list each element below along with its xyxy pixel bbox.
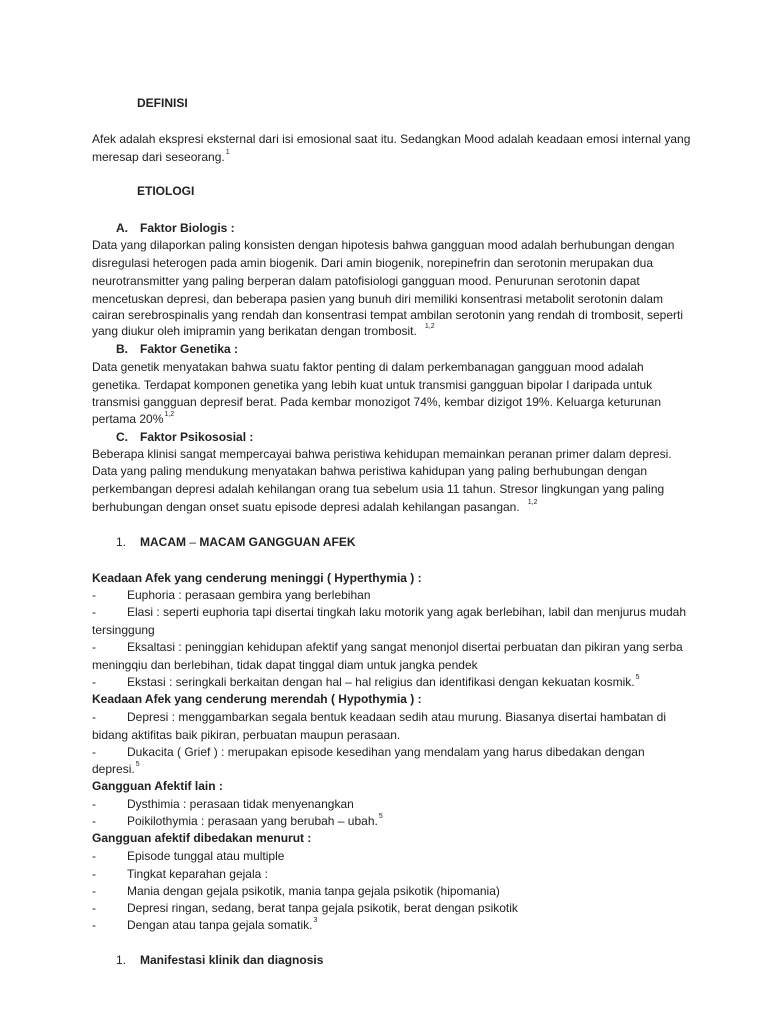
psikososial-title: Faktor Psikososial : bbox=[140, 430, 254, 444]
bullet-dash: - bbox=[92, 814, 96, 828]
ref-marker: 5 bbox=[378, 813, 383, 820]
definisi-line-2: meresap dari seseorang.$^1$ bbox=[92, 149, 230, 164]
hyperthymia-title: Keadaan Afek yang cenderung meninggi ( Hyperthymia ) : bbox=[92, 571, 422, 585]
afektif-lain-item: Poikilothymia : perasaan yang berubah – ubah.$^5$ bbox=[127, 813, 383, 828]
bullet-dash: - bbox=[92, 745, 96, 759]
hyperthymia-item-cont: meningqiu dan berlebihan, tidak dapat tinggal diam untuk jangka pendek bbox=[92, 658, 478, 672]
hypothymia-item: Dukacita ( Grief ) : merupakan episode kesedihan yang mendalam yang harus dibedakan dengan bbox=[127, 745, 645, 759]
genetika-line: pertama 20%$^{1,2}$ bbox=[92, 411, 175, 426]
genetika-label: B. bbox=[116, 342, 128, 356]
bullet-dash: - bbox=[92, 588, 96, 602]
psikososial-line: Beberapa klinisi sangat mempercayai bahwa peristiwa kehidupan memainkan peranan primer dalam depresi. bbox=[92, 447, 672, 461]
biologis-title: Faktor Biologis : bbox=[140, 221, 235, 235]
psikososial-label: C. bbox=[116, 430, 128, 444]
genetika-line: genetika. Terdapat komponen genetika yang lebih kuat untuk transmisi gangguan bipolar I daripada untuk bbox=[92, 378, 653, 392]
biologis-label: A. bbox=[116, 221, 128, 235]
biologis-line: mencetuskan depresi, dan beberapa pasien yang bunuh diri memiliki konsentrasi metabolit serotonin dalam bbox=[92, 292, 663, 306]
biologis-line: Data yang dilaporkan paling konsisten dengan hipotesis bahwa gangguan mood adalah berhubungan dengan bbox=[92, 238, 675, 252]
psikososial-line: berhubungan dengan onset suatu episode depresi adalah kehilangan pasangan. $^{1,2}$ bbox=[92, 499, 538, 514]
ref-marker: 1,2 bbox=[527, 499, 538, 506]
psikososial-line: perkembangan depresi adalah kehilangan orang tua sebelum usia 11 tahun. Stresor lingkungan yang paling bbox=[92, 482, 665, 496]
bullet-dash: - bbox=[92, 901, 96, 915]
hypothymia-item-cont: depresi.$^5$ bbox=[92, 761, 140, 776]
bullet-dash: - bbox=[92, 849, 96, 863]
genetika-line: transmisi gangguan depresif berat. Pada kembar monozigot 74%, kembar dizigot 19%. Keluarga keturunan bbox=[92, 395, 661, 409]
bullet-dash: - bbox=[92, 918, 96, 932]
afektif-dibedakan-item: Depresi ringan, sedang, berat tanpa gejala psikotik, berat dengan psikotik bbox=[127, 901, 518, 915]
hyperthymia-item-cont: tersinggung bbox=[92, 623, 155, 637]
ref-marker: 5 bbox=[635, 674, 640, 681]
biologis-line: neurotransmitter yang paling berperan dalam patofisiologi gangguan mood. Penurunan serotonin dapat bbox=[92, 274, 640, 288]
manifestasi-heading: Manifestasi klinik dan diagnosis bbox=[140, 953, 324, 967]
ref-marker: 5 bbox=[135, 761, 140, 768]
bullet-dash: - bbox=[92, 884, 96, 898]
bullet-dash: - bbox=[92, 710, 96, 724]
bullet-dash: - bbox=[92, 605, 96, 619]
hyperthymia-item: Elasi : seperti euphoria tapi disertai tingkah laku motorik yang agak berlebihan, labil dan menjurus mudah bbox=[127, 605, 686, 619]
ref-marker: 1 bbox=[225, 149, 230, 156]
ref-marker: 1,2 bbox=[424, 323, 435, 330]
hypothymia-item: Depresi : menggambarkan segala bentuk keadaan sedih atau murung. Biasanya disertai hambatan di bbox=[127, 710, 667, 724]
hypothymia-title: Keadaan Afek yang cenderung merendah ( Hypothymia ) : bbox=[92, 692, 422, 706]
genetika-title: Faktor Genetika : bbox=[140, 342, 239, 356]
biologis-line: cairan serebrospinalis yang rendah dan konsentrasi tempat ambilan serotonin yang rendah di trombosit, seperti bbox=[92, 308, 684, 322]
manifestasi-number: 1. bbox=[116, 953, 127, 967]
hyperthymia-item: Ekstasi : seringkali berkaitan dengan hal – hal religius dan identifikasi dengan kekuatan kosmik.$^5$ bbox=[127, 674, 640, 689]
genetika-line: Data genetik menyatakan bahwa suatu faktor penting di dalam perkembanagan gangguan mood adalah bbox=[92, 360, 644, 374]
bullet-dash: - bbox=[92, 675, 96, 689]
bullet-dash: - bbox=[92, 797, 96, 811]
afektif-lain-item: Dysthimia : perasaan tidak menyenangkan bbox=[127, 797, 354, 811]
macam-heading: MACAM – MACAM GANGGUAN AFEK bbox=[140, 535, 356, 549]
afektif-lain-title: Gangguan Afektif lain : bbox=[92, 779, 223, 793]
hyperthymia-item: Euphoria : perasaan gembira yang berlebihan bbox=[127, 588, 371, 602]
macam-number: 1. bbox=[116, 535, 127, 549]
afektif-dibedakan-item: Tingkat keparahan gejala : bbox=[127, 867, 268, 881]
ref-marker: 1,2 bbox=[164, 411, 175, 418]
biologis-line: disregulasi heterogen pada amin biogenik. Dari amin biogenik, norepinefrin dan serotonin merupakan dua bbox=[92, 256, 654, 270]
ref-marker: 3 bbox=[313, 917, 318, 924]
hypothymia-item-cont: bidang aktifitas baik pikiran, perbuatan maupun perasaan. bbox=[92, 728, 401, 742]
afektif-dibedakan-item: Episode tunggal atau multiple bbox=[127, 849, 285, 863]
biologis-line: yang diukur oleh imipramin yang berikatan dengan trombosit. $^{1,2}$ bbox=[92, 323, 435, 338]
afektif-dibedakan-item: Dengan atau tanpa gejala somatik.$^3$ bbox=[127, 917, 318, 932]
hyperthymia-item: Eksaltasi : peninggian kehidupan afektif yang sangat menonjol disertai perbuatan dan pikiran yang serba bbox=[127, 640, 683, 654]
afektif-dibedakan-item: Mania dengan gejala psikotik, mania tanpa gejala psikotik (hipomania) bbox=[127, 884, 500, 898]
bullet-dash: - bbox=[92, 867, 96, 881]
etiologi-heading: ETIOLOGI bbox=[137, 184, 195, 198]
afektif-dibedakan-title: Gangguan afektif dibedakan menurut : bbox=[92, 831, 312, 845]
definisi-line-1: Afek adalah ekspresi eksternal dari isi emosional saat itu. Sedangkan Mood adalah keadaan emosi internal yang bbox=[92, 132, 691, 146]
psikososial-line: Data yang paling mendukung menyatakan bahwa peristiwa kahidupan yang paling berhubungan dengan bbox=[92, 464, 648, 478]
definisi-heading: DEFINISI bbox=[137, 96, 188, 110]
bullet-dash: - bbox=[92, 640, 96, 654]
